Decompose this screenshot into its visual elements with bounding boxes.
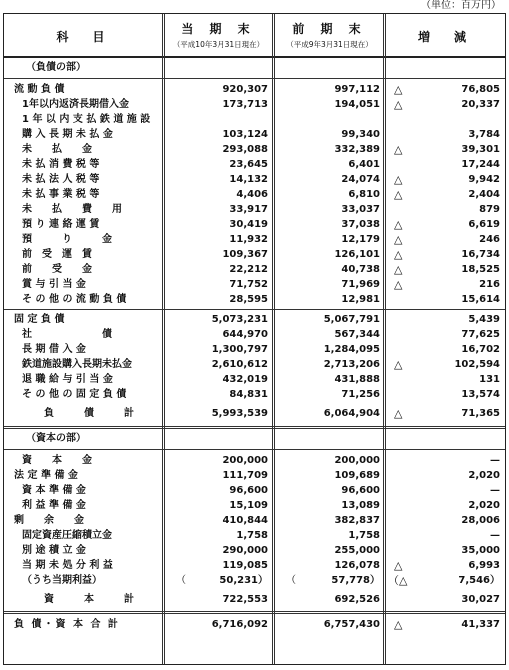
table-row <box>4 277 505 292</box>
table-row <box>4 232 505 247</box>
decrease-marker: △ <box>394 98 403 111</box>
previous-value: 382,837 <box>334 515 380 526</box>
previous-value: 71,256 <box>341 389 380 400</box>
current-value: 410,844 <box>222 515 268 526</box>
change-value: 41,337 <box>461 619 500 630</box>
change-value: 39,301 <box>461 144 500 155</box>
decrease-marker: △ <box>394 358 403 371</box>
table-row <box>4 453 505 468</box>
change-value: — <box>490 485 500 496</box>
row-label: 剰 余 金 <box>14 515 84 526</box>
row-label: 長 期 借 入 金 <box>22 344 86 355</box>
grand-total-row <box>4 617 505 632</box>
table-row <box>4 483 505 498</box>
row-label: 退 職 給 与 引 当 金 <box>22 374 113 385</box>
current-value: 119,085 <box>222 560 268 571</box>
row-label: 負 債 計 <box>44 408 144 419</box>
previous-value: 12,981 <box>341 294 380 305</box>
table-row <box>4 592 505 607</box>
change-value: 879 <box>479 204 500 215</box>
current-value: 15,109 <box>229 500 268 511</box>
current-value: 6,716,092 <box>211 619 268 630</box>
previous-value: 692,526 <box>334 594 380 605</box>
current-value: 23,645 <box>229 159 268 170</box>
current-value: 2,610,612 <box>211 359 268 370</box>
header-change: 増 減 <box>417 30 472 44</box>
row-label: 未 払 金 <box>22 144 92 155</box>
table-row <box>4 262 505 277</box>
table-row <box>4 172 505 187</box>
decrease-marker: △ <box>394 248 403 261</box>
change-value: 102,594 <box>454 359 500 370</box>
current-value: 920,307 <box>222 84 268 95</box>
change-value: 9,942 <box>468 174 500 185</box>
row-label: 鉄道施設購入長期未払金 <box>22 359 132 370</box>
decrease-marker: △ <box>394 83 403 96</box>
previous-value: 99,340 <box>341 129 380 140</box>
row-label: 法 定 準 備 金 <box>14 470 78 481</box>
change-value: 7,546） <box>458 575 500 586</box>
current-value: 644,970 <box>222 329 268 340</box>
row-label: そ の 他 の 流 動 負 債 <box>22 294 127 305</box>
previous-value: 5,067,791 <box>323 314 380 325</box>
header-previous: 前 期 末 （平成9年3月31日現在） <box>286 22 373 49</box>
table-row <box>4 406 505 421</box>
row-label: 購 入 長 期 未 払 金 <box>22 129 113 140</box>
current-value: 432,019 <box>222 374 268 385</box>
table-row <box>4 292 505 307</box>
paren-open: （ <box>286 575 296 586</box>
row-label: （うち当期利益） <box>22 575 102 586</box>
row-label: 固 定 負 債 <box>14 314 65 325</box>
row-label: 別 途 積 立 金 <box>22 545 86 556</box>
change-value: 13,574 <box>461 389 500 400</box>
change-value: 2,404 <box>468 189 500 200</box>
previous-value: 109,689 <box>334 470 380 481</box>
previous-value: 255,000 <box>334 545 380 556</box>
table-row <box>4 372 505 387</box>
change-value: — <box>490 455 500 466</box>
table-row <box>4 127 505 142</box>
change-value: 30,027 <box>461 594 500 605</box>
current-value: 1,300,797 <box>211 344 268 355</box>
section-title <box>4 431 505 446</box>
previous-value: 13,089 <box>341 500 380 511</box>
previous-value: 126,078 <box>334 560 380 571</box>
table-header <box>4 14 505 58</box>
current-value: 109,367 <box>222 249 268 260</box>
current-value: 30,419 <box>229 219 268 230</box>
current-value: 96,600 <box>229 485 268 496</box>
change-value: 16,702 <box>461 344 500 355</box>
change-value: 246 <box>479 234 500 245</box>
previous-value: 2,713,206 <box>323 359 380 370</box>
row-label: 未 払 法 人 税 等 <box>22 174 100 185</box>
table-row <box>4 82 505 97</box>
current-value: 293,088 <box>222 144 268 155</box>
change-value: 76,805 <box>461 84 500 95</box>
change-value: 35,000 <box>461 545 500 556</box>
previous-value: 40,738 <box>341 264 380 275</box>
row-label: 固定資産圧縮積立金 <box>22 530 112 541</box>
table-row <box>4 387 505 402</box>
row-label: 資 本 準 備 金 <box>22 485 86 496</box>
change-value: 216 <box>479 279 500 290</box>
decrease-marker: △ <box>394 263 403 276</box>
row-label: 未 払 消 費 税 等 <box>22 159 100 170</box>
row-label: 預 り 連 絡 運 賃 <box>22 219 100 230</box>
current-value: 22,212 <box>229 264 268 275</box>
row-divider <box>4 426 505 429</box>
header-account: 科 目 <box>56 30 111 44</box>
previous-value: 57,778） <box>331 575 380 586</box>
row-label: 負 債・資 本 合 計 <box>14 619 120 630</box>
previous-value: 126,101 <box>334 249 380 260</box>
change-value: 6,619 <box>468 219 500 230</box>
row-label: 利 益 準 備 金 <box>22 500 86 511</box>
row-divider <box>4 449 505 450</box>
change-value: 71,365 <box>461 408 500 419</box>
current-value: 111,709 <box>222 470 268 481</box>
previous-value: 6,064,904 <box>323 408 380 419</box>
previous-value: 6,810 <box>348 189 380 200</box>
change-value: 2,020 <box>468 470 500 481</box>
table-row <box>4 342 505 357</box>
current-value: 28,595 <box>229 294 268 305</box>
table-row <box>4 217 505 232</box>
previous-value: 24,074 <box>341 174 380 185</box>
change-value: — <box>490 530 500 541</box>
previous-value: 1,284,095 <box>323 344 380 355</box>
decrease-marker: △ <box>394 278 403 291</box>
change-value: 77,625 <box>461 329 500 340</box>
current-value: 11,932 <box>229 234 268 245</box>
table-row <box>4 558 505 573</box>
previous-value: 997,112 <box>334 84 380 95</box>
table-row <box>4 357 505 372</box>
row-label: 預 り 金 <box>22 234 112 245</box>
change-value: 131 <box>479 374 500 385</box>
current-value: 71,752 <box>229 279 268 290</box>
current-value: 4,406 <box>236 189 268 200</box>
table-row <box>4 202 505 217</box>
previous-value: 12,179 <box>341 234 380 245</box>
paren-open: （ <box>176 575 186 586</box>
header-current: 当 期 末 （平成10年3月31日現在） <box>172 22 265 49</box>
current-value: 50,231） <box>219 575 268 586</box>
table-row <box>4 97 505 112</box>
previous-value: 6,757,430 <box>323 619 380 630</box>
change-value: 16,734 <box>461 249 500 260</box>
change-value: 6,993 <box>468 560 500 571</box>
row-label: 賞 与 引 当 金 <box>22 279 86 290</box>
previous-value: 194,051 <box>334 99 380 110</box>
decrease-marker: △ <box>394 233 403 246</box>
current-value: 1,758 <box>236 530 268 541</box>
previous-value: 1,758 <box>348 530 380 541</box>
balance-sheet-table <box>3 13 506 665</box>
current-value: 33,917 <box>229 204 268 215</box>
change-value: 15,614 <box>461 294 500 305</box>
current-value: 722,553 <box>222 594 268 605</box>
table-row <box>4 187 505 202</box>
table-row <box>4 112 505 127</box>
previous-value: 431,888 <box>334 374 380 385</box>
section-label: （資本の部） <box>26 433 86 444</box>
table-row <box>4 247 505 262</box>
decrease-marker: △ <box>394 143 403 156</box>
table-row <box>4 528 505 543</box>
previous-value: 567,344 <box>334 329 380 340</box>
change-value: 5,439 <box>468 314 500 325</box>
row-label: 未 払 費 用 <box>22 204 122 215</box>
row-label: 1年以内返済長期借入金 <box>22 99 129 110</box>
decrease-marker: △ <box>394 559 403 572</box>
current-value: 200,000 <box>222 455 268 466</box>
previous-value: 71,969 <box>341 279 380 290</box>
table-row <box>4 498 505 513</box>
row-label: そ の 他 の 固 定 負 債 <box>22 389 127 400</box>
decrease-marker: △ <box>394 188 403 201</box>
current-value: 290,000 <box>222 545 268 556</box>
row-label: 当 期 未 処 分 利 益 <box>22 560 113 571</box>
change-value: 17,244 <box>461 159 500 170</box>
row-label: 未 払 事 業 税 等 <box>22 189 100 200</box>
decrease-marker: △ <box>394 407 403 420</box>
current-value: 173,713 <box>222 99 268 110</box>
row-label: 資 本 計 <box>44 594 144 605</box>
table-row <box>4 157 505 172</box>
decrease-marker: （△ <box>388 574 408 587</box>
previous-value: 6,401 <box>348 159 380 170</box>
table-row <box>4 543 505 558</box>
change-value: 2,020 <box>468 500 500 511</box>
current-value: 5,073,231 <box>211 314 268 325</box>
row-divider <box>4 611 505 614</box>
decrease-marker: △ <box>394 218 403 231</box>
row-label: 前 受 運 賃 <box>22 249 92 260</box>
row-divider <box>4 309 505 310</box>
table-row <box>4 142 505 157</box>
current-value: 5,993,539 <box>211 408 268 419</box>
table-row <box>4 327 505 342</box>
decrease-marker: △ <box>394 618 403 631</box>
table-row <box>4 312 505 327</box>
previous-value: 200,000 <box>334 455 380 466</box>
section-label: （負債の部） <box>26 62 86 73</box>
row-label: 流 動 負 債 <box>14 84 65 95</box>
current-value: 103,124 <box>222 129 268 140</box>
table-row <box>4 513 505 528</box>
decrease-marker: △ <box>394 173 403 186</box>
row-label: 社 債 <box>22 329 112 340</box>
change-value: 3,784 <box>468 129 500 140</box>
row-label: 1 年 以 内 支 払 鉄 道 施 設 <box>22 114 151 125</box>
change-value: 28,006 <box>461 515 500 526</box>
row-label: 前 受 金 <box>22 264 92 275</box>
current-value: 14,132 <box>229 174 268 185</box>
unit-label: （単位：百万円） <box>421 0 501 11</box>
previous-value: 96,600 <box>341 485 380 496</box>
table-row <box>4 468 505 483</box>
change-value: 18,525 <box>461 264 500 275</box>
previous-value: 332,389 <box>334 144 380 155</box>
previous-value: 37,038 <box>341 219 380 230</box>
current-value: 84,831 <box>229 389 268 400</box>
previous-value: 33,037 <box>341 204 380 215</box>
row-label: 資 本 金 <box>22 455 92 466</box>
change-value: 20,337 <box>461 99 500 110</box>
section-title <box>4 60 505 75</box>
row-divider <box>4 78 505 79</box>
table-row <box>4 573 505 588</box>
